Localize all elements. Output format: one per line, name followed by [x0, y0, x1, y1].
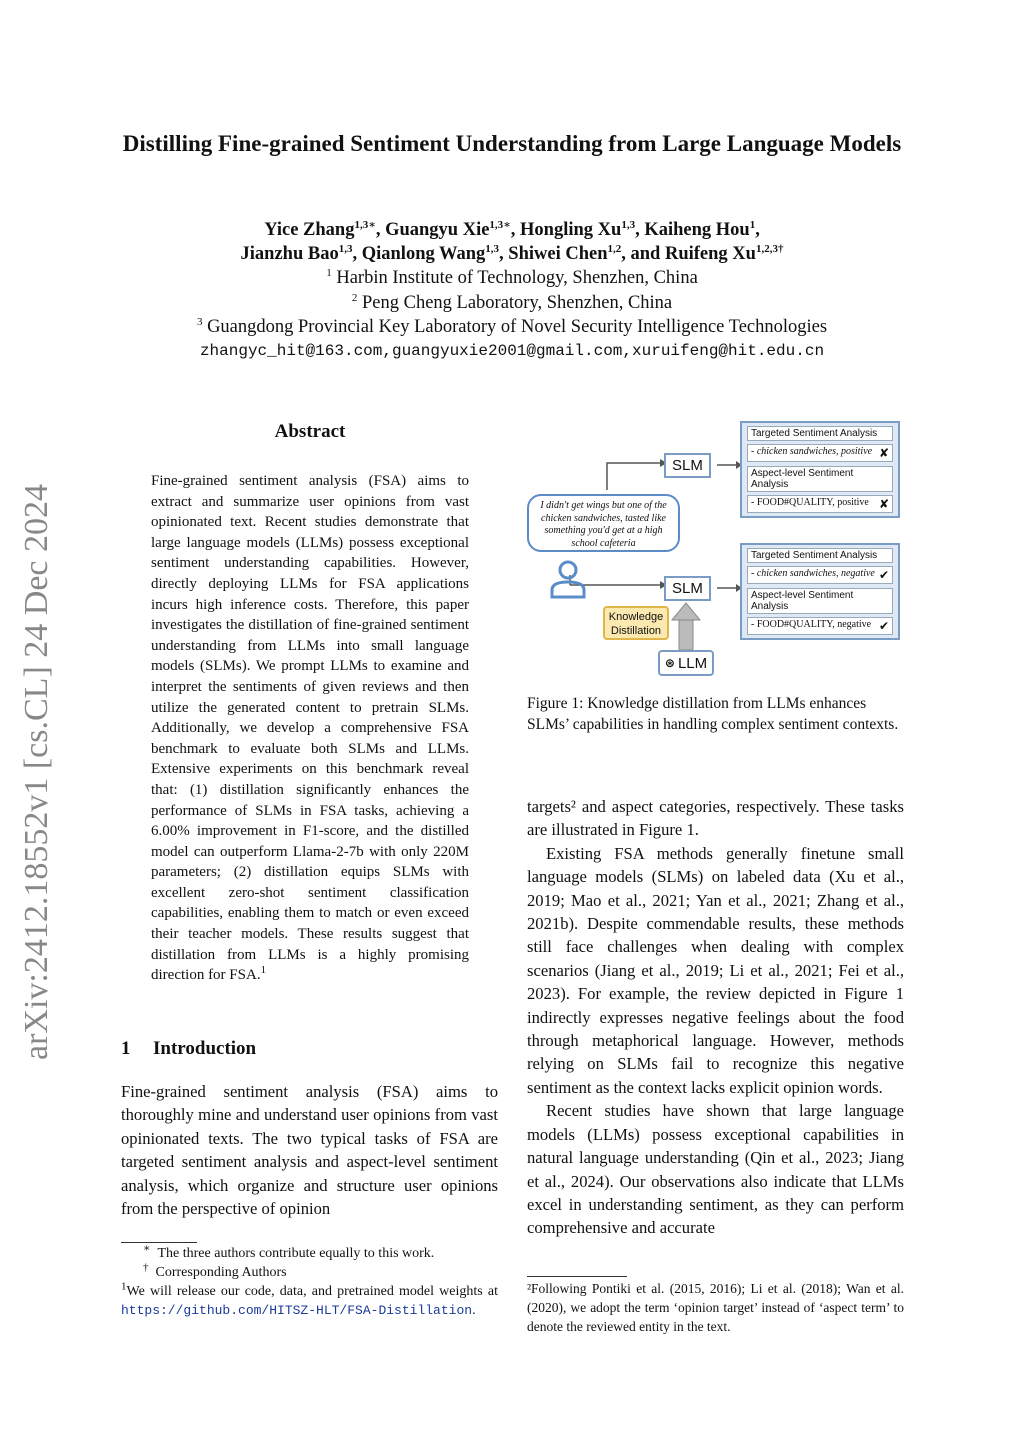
- llm-box: ⊛ LLM: [658, 650, 714, 676]
- paragraph-existing-methods: Existing FSA methods generally finetune small language models (SLMs) on labeled data (Xu et al., 2019; Mao et al., 2021; Yan et al., 2021; Zhang et al., 2021b). Despite commendable results, these methods still face challenges when dealing with complex scenarios (Jiang et al., 2019; Li et al., 2021; Fei et al., 2023). For example, the review depicted in Figure 1 indirectly expresses negative feelings about the food through metaphorical language. However, methods relying on SLMs fail to recognize this negative sentiment as the context lacks explicit opinion words.: [527, 843, 904, 1097]
- author-list: [100, 218, 924, 266]
- abstract-text: Fine-grained sentiment analysis (FSA) aims to extract and summarize user opinions from vast opinionated text. Recent studies demonstrate that large language models (LLMs) possess exceptional sentiment understanding capabilities. However, directly deploying LLMs for FSA applications incurs high inference costs. Therefore, this paper investigates the distillation of fine-grained sentiment understanding from LLMs into small language models (SLMs). We prompt LLMs to examine and interpret the sentiments of given reviews and then utilize the generated content to pretrain SLMs. Additionally, we develop a comprehensive FSA benchmark to evaluate both SLMs and LLMs. Extensive experiments on this benchmark reveal that: (1) distillation significantly enhances the performance of SLMs in FSA tasks, achieving a 6.00% improvement in F1-score, and the distilled model can outperform Llama-2-7b with only 220M parameters; (2) distillation equips SLMs with excellent zero-shot sentiment classification capabilities, enabling them to match or even exceed their teacher models. These results suggest that distillation from LLMs is a highly promising direction for FSA.$^1$: [151, 473, 469, 984]
- code-link[interactable]: https://github.com/HITSZ-HLT/FSA-Distillation: [121, 1303, 473, 1318]
- footnote-rule: [121, 1242, 197, 1243]
- output-panel-incorrect: Targeted Sentiment Analysis - chicken sandwiches, positive ✘ Aspect-level Sentiment Analysis - FOOD#QUALITY, positive ✘: [740, 421, 900, 518]
- cross-icon: ✘: [878, 446, 889, 460]
- review-bubble: I didn't get wings but one of the chicken sandwiches, tasted like something you'd get at a high school cafeteria: [527, 494, 680, 552]
- affiliation-3: $^3$ Guangdong Provincial Key Laboratory of Novel Security Intelligence Technologies: [196, 315, 828, 337]
- author-line-2: Jianzhu Bao$^{1,3}$, Qianlong Wang$^{1,3}$, Shiwei Chen$^{1,2}$, and Ruifeng $Xu^{1,2,3\dagger}$: [240, 242, 784, 264]
- abstract-heading: Abstract: [274, 421, 346, 442]
- distillation-arrow: [672, 603, 700, 650]
- author-name: Guangyu Xie$^{1,3∗}$: [385, 218, 511, 240]
- cross-icon: ✘: [878, 497, 889, 511]
- author-name: Yice Zhang$^{1,3∗}$: [264, 218, 376, 240]
- author-name: Ruifeng $Xu^{1,2,3\dagger}$: [664, 242, 784, 264]
- author-name: Qianlong Wang$^{1,3}$: [361, 242, 500, 264]
- check-icon: ✔: [878, 619, 889, 633]
- user-icon: [552, 562, 584, 597]
- affiliation-1: $^1$ Harbin Institute of Technology, Shenzhen, China: [326, 266, 698, 288]
- footnote-2: ²Following Pontiki et al. (2015, 2016); Li et al. (2018); Wan et al. (2020), we adopt the term ‘opinion target’ instead of ‘aspect term’ to denote the reviewed entity in the text.: [527, 1281, 904, 1334]
- paragraph-recent-studies: Recent studies have shown that large language models (LLMs) possess exceptional capabilities in natural language understanding (Qin et al., 2023; Jiang et al., 2024). Our observations also indicate that LLMs excel in understanding sentiment, as they can perform comprehensive and accurate: [527, 1101, 904, 1238]
- footnote-rule-right: [527, 1276, 627, 1277]
- author-name: Jianzhu Bao$^{1,3}$: [240, 242, 353, 264]
- output-panel-correct: Targeted Sentiment Analysis - chicken sandwiches, negative ✔ Aspect-level Sentiment Analysis - FOOD#QUALITY, negative ✔: [740, 543, 900, 640]
- author-name: Shiwei Chen$^{1,2}$: [508, 242, 622, 264]
- paper-title: Distilling Fine-grained Sentiment Understanding from Large Language Models: [122, 131, 902, 156]
- section-heading: 1 Introduction: [121, 1038, 257, 1059]
- knowledge-distillation-box: Knowledge Distillation: [603, 606, 669, 640]
- author-line-1: Yice Zhang$^{1,3∗}$, Guangyu Xie$^{1,3∗}$, Hongling Xu$^{1,3}$, Kaiheng Hou$^1$,: [264, 218, 760, 240]
- author-name: Kaiheng Hou$^1$: [644, 218, 756, 240]
- intro-paragraph: Fine-grained sentiment analysis (FSA) aims to thoroughly mine and understand user opinions from vast opinionated texts. The two typical tasks of FSA are targeted sentiment analysis and aspect-level sentiment analysis, which organize and structure user opinions from the perspective of opinion: [121, 1082, 498, 1219]
- author-emails[interactable]: zhangyc_hit@163.com,guangyuxie2001@gmail.com,xuruifeng@hit.edu.cn: [199, 342, 825, 360]
- paragraph-targets: targets² and aspect categories, respectively. These tasks are illustrated in Figure 1.: [527, 797, 904, 840]
- figure-caption: Figure 1: Knowledge distillation from LLMs enhances SLMs’ capabilities in handling complex sentiment contexts.: [527, 695, 899, 733]
- author-name: Hongling Xu$^{1,3}$: [520, 218, 636, 240]
- slm-box-top: SLM: [664, 453, 711, 478]
- openai-icon: ⊛: [664, 656, 675, 670]
- footnotes-left: ∗ The three authors contribute equally to this work. † Corresponding Authors $^1$We will release our code, data, and pretrained model weights at https://github.com/HITSZ-HLT/FSA-Distillation.: [121, 1242, 498, 1318]
- check-icon: ✔: [878, 568, 889, 582]
- arxiv-identifier[interactable]: arXiv:2412.18552v1 [cs.CL] 24 Dec 2024: [18, 483, 55, 1060]
- affiliation-2: $^2$ Peng Cheng Laboratory, Shenzhen, China: [351, 291, 673, 313]
- slm-box-bottom: SLM: [664, 576, 711, 601]
- arrow-to-slm-top: [607, 463, 660, 490]
- right-column-text: [527, 795, 904, 1240]
